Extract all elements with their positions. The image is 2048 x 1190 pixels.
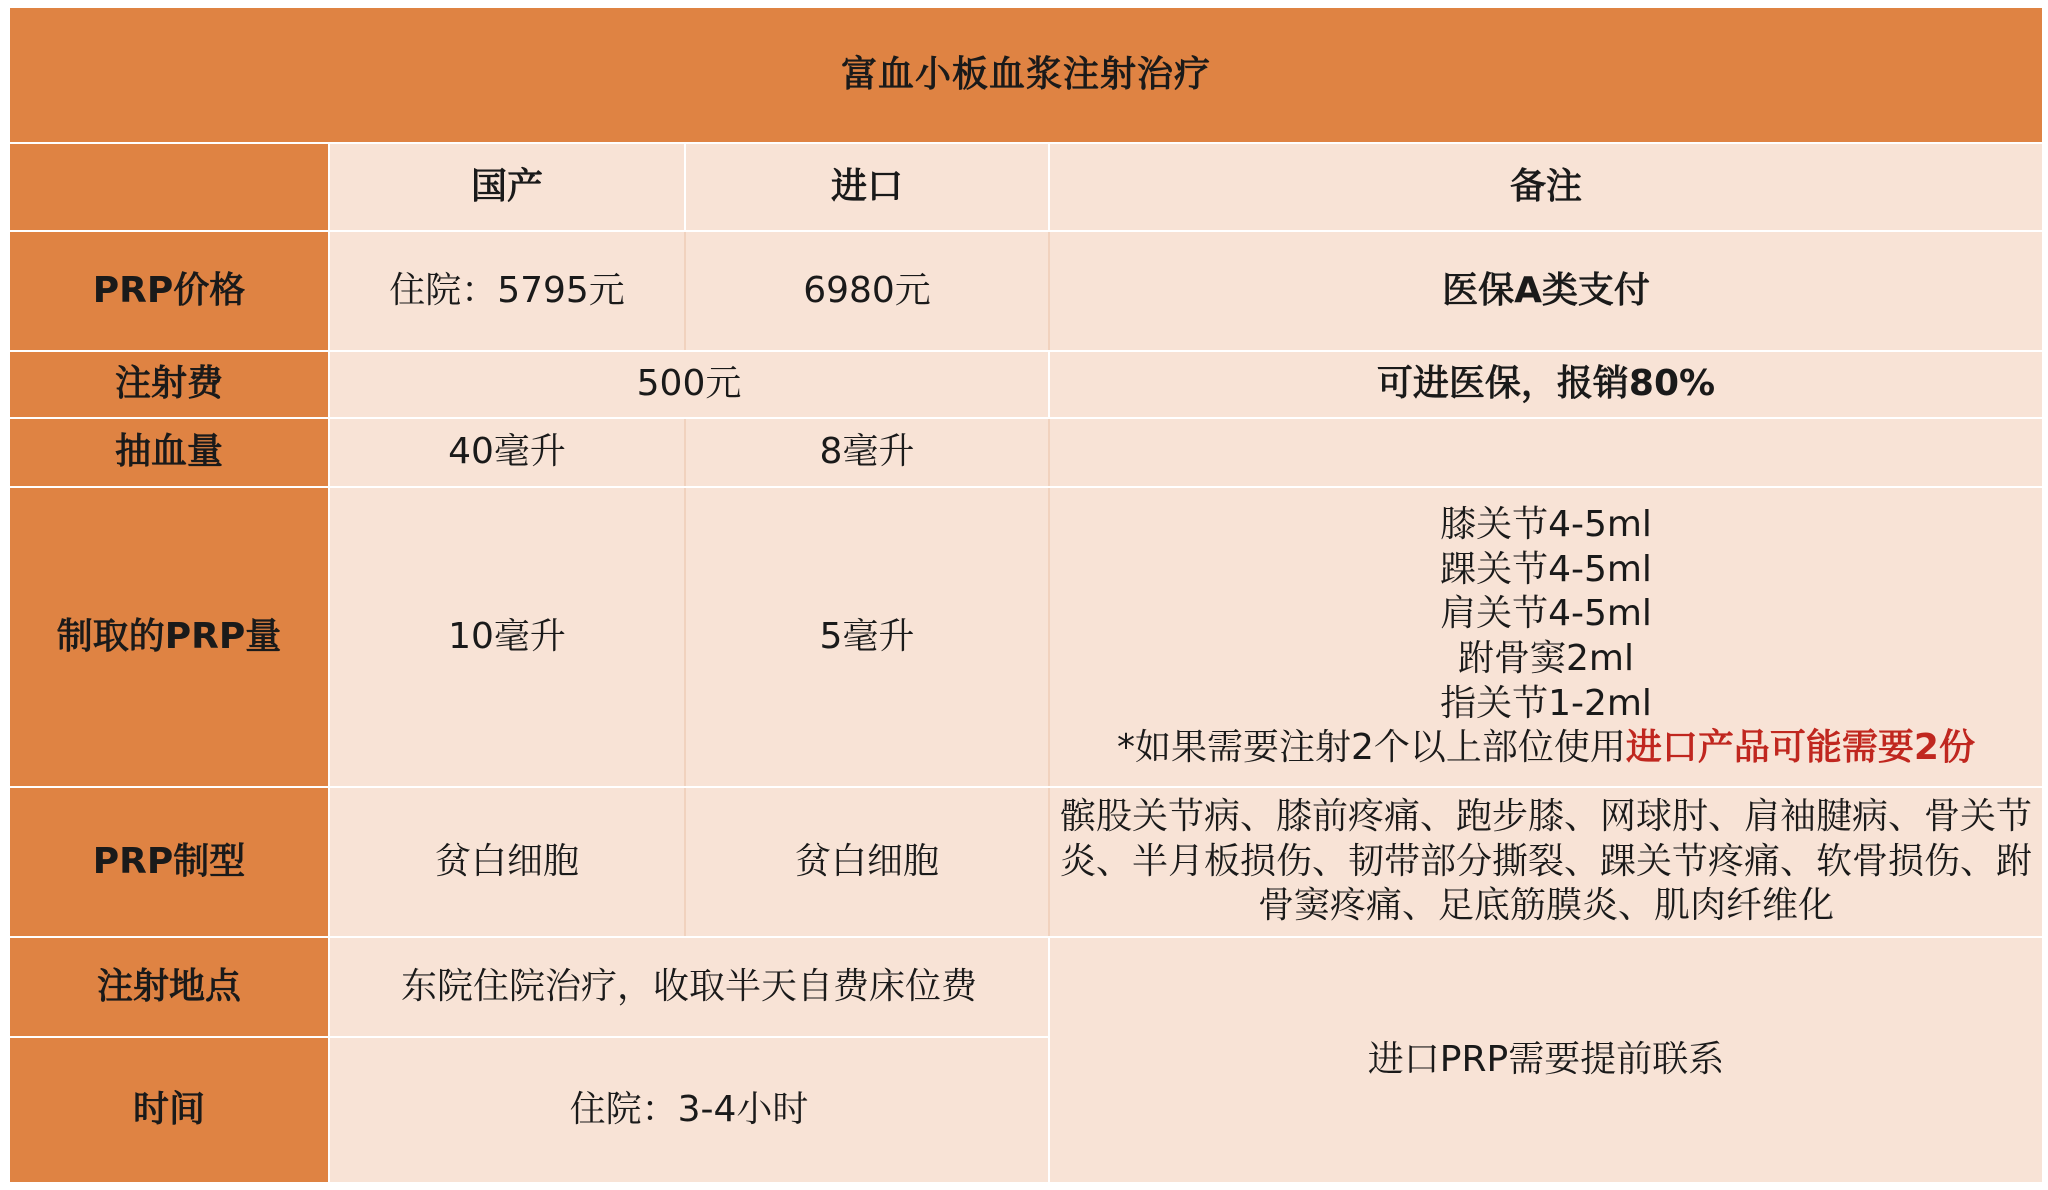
joint-volume-list bbox=[1056, 503, 2036, 726]
label-location: 注射地点 bbox=[9, 937, 329, 1037]
label-injection-fee: 注射费 bbox=[9, 351, 329, 418]
label-prp-amount: 制取的PRP量 bbox=[9, 487, 329, 787]
joint-volume-sinus-tarsi: 跗骨窦2ml bbox=[1458, 638, 1634, 679]
multi-site-note-emphasis: 进口产品可能需要2份 bbox=[1625, 727, 1975, 769]
blood-volume-domestic: 40毫升 bbox=[329, 418, 685, 487]
prp-type-domestic: 贫白细胞 bbox=[329, 787, 685, 937]
prp-amount-note bbox=[1049, 487, 2043, 787]
prp-type-import: 贫白细胞 bbox=[685, 787, 1049, 937]
header-import: 进口 bbox=[685, 143, 1049, 231]
row-injection-fee bbox=[9, 351, 2043, 418]
location-value: 东院住院治疗，收取半天自费床位费 bbox=[329, 937, 1049, 1037]
prp-amount-import: 5毫升 bbox=[685, 487, 1049, 787]
row-blood-volume bbox=[9, 418, 2043, 487]
shared-note: 进口PRP需要提前联系 bbox=[1049, 937, 2043, 1183]
table-title: 富血小板血浆注射治疗 bbox=[9, 7, 2043, 143]
row-prp-type bbox=[9, 787, 2043, 937]
header-domestic: 国产 bbox=[329, 143, 685, 231]
price-import: 6980元 bbox=[685, 231, 1049, 351]
label-prp-type: PRP制型 bbox=[9, 787, 329, 937]
injection-fee-value: 500元 bbox=[329, 351, 1049, 418]
label-blood-volume: 抽血量 bbox=[9, 418, 329, 487]
prp-type-indications: 髌股关节病、膝前疼痛、跑步膝、网球肘、肩袖腱病、骨关节炎、半月板损伤、韧带部分撕裂、踝关节疼痛、软骨损伤、跗骨窦疼痛、足底筋膜炎、肌肉纤维化 bbox=[1049, 787, 2043, 937]
prp-amount-domestic: 10毫升 bbox=[329, 487, 685, 787]
blood-volume-note bbox=[1049, 418, 2043, 487]
title-row bbox=[9, 7, 2043, 143]
injection-fee-note: 可进医保，报销80% bbox=[1049, 351, 2043, 418]
row-price bbox=[9, 231, 2043, 351]
time-value: 住院：3-4小时 bbox=[329, 1037, 1049, 1183]
multi-site-note bbox=[1056, 726, 2036, 771]
joint-volume-knee: 膝关节4-5ml bbox=[1440, 504, 1652, 546]
multi-site-note-prefix: *如果需要注射2个以上部位使用 bbox=[1117, 727, 1626, 769]
joint-volume-ankle: 踝关节4-5ml bbox=[1440, 548, 1652, 590]
blood-volume-import: 8毫升 bbox=[685, 418, 1049, 487]
label-price: PRP价格 bbox=[9, 231, 329, 351]
header-note: 备注 bbox=[1049, 143, 2043, 231]
row-prp-amount bbox=[9, 487, 2043, 787]
header-row bbox=[9, 143, 2043, 231]
joint-volume-shoulder: 肩关节4-5ml bbox=[1440, 593, 1652, 635]
label-time: 时间 bbox=[9, 1037, 329, 1183]
price-domestic: 住院：5795元 bbox=[329, 231, 685, 351]
price-note: 医保A类支付 bbox=[1049, 231, 2043, 351]
header-corner bbox=[9, 143, 329, 231]
joint-volume-finger: 指关节1-2ml bbox=[1440, 682, 1652, 724]
prp-pricing-table bbox=[8, 6, 2044, 1184]
row-location bbox=[9, 937, 2043, 1037]
